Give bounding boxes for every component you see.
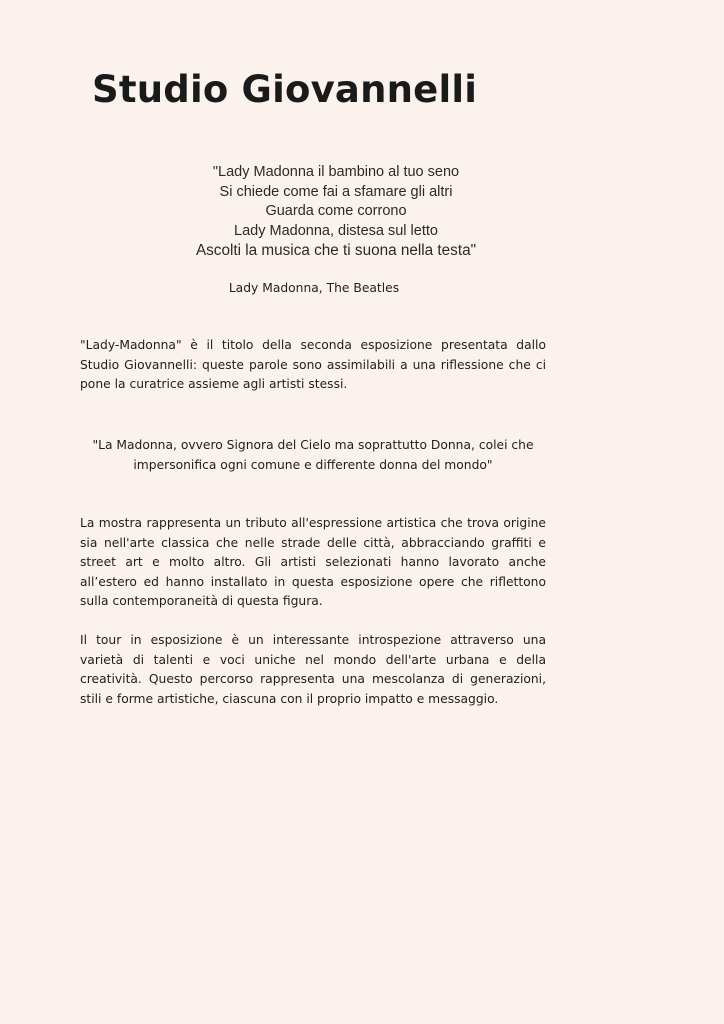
- lyrics-attribution: Lady Madonna, The Beatles: [228, 281, 400, 295]
- intro-paragraph: "Lady-Madonna" è il titolo della seconda esposizione presentata dallo Studio Giovannelli: queste parole sono assimilabili a una riflessione che ci pone la curatrice assieme agli artisti stessi.: [80, 338, 546, 391]
- page-title: Studio Giovannelli: [92, 68, 478, 111]
- curator-quote: "La Madonna, ovvero Signora del Cielo ma soprattutto Donna, colei che impersonifica ogni comune e differente donna del mondo": [92, 438, 534, 472]
- tour-paragraph: Il tour in esposizione è un interessante introspezione attraverso una varietà di talenti e voci uniche nel mondo dell'arte urbana e della creatività. Questo percorso rappresenta una mescolanza di generazioni, stili e forme artistiche, ciascuna con il proprio impatto e messaggio.: [80, 633, 546, 706]
- lyrics-line-4: Lady Madonna, distesa sul letto: [234, 222, 438, 239]
- exhibition-paragraph: La mostra rappresenta un tributo all'espressione artistica che trova origine sia nell'arte classica che nelle strade delle città, abbracciando graffiti e street art e molto altro. Gli artisti selezionati hanno lavorato anche all’estero ed hanno installato in questa esposizione opere che riflettono sulla contemporaneità di questa figura.: [80, 516, 546, 608]
- lyrics-line-2: Si chiede come fai a sfamare gli altri: [219, 183, 453, 200]
- lyrics-line-3: Guarda come corrono: [265, 203, 407, 219]
- lyrics-line-1: "Lady Madonna il bambino al tuo seno: [212, 164, 460, 180]
- lyrics-block: [120, 163, 552, 261]
- lyrics-line-5: Ascolti la musica che ti suona nella testa": [195, 242, 477, 259]
